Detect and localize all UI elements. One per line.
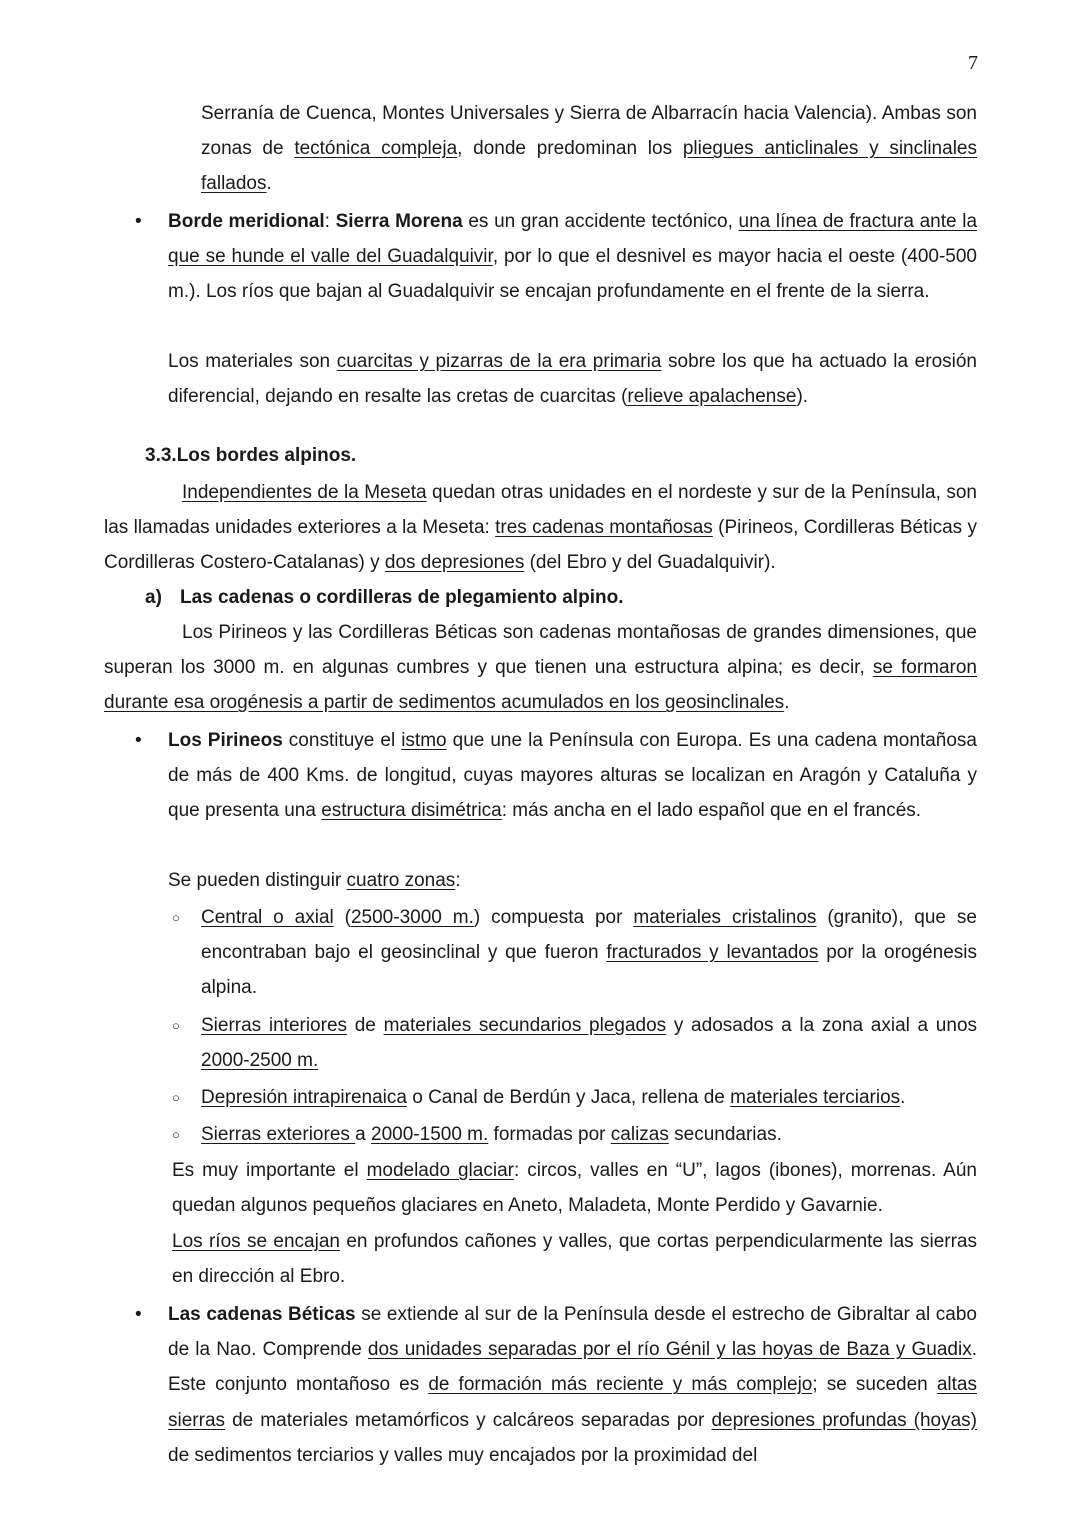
circle-bullet-icon: ○: [172, 1018, 180, 1033]
cuatro-zonas-line: Se pueden distinguir cuatro zonas:: [168, 870, 461, 891]
subheading-marker: a): [145, 587, 162, 608]
page-number: 7: [968, 52, 978, 74]
borde-meridional-paragraph: Borde meridional: Sierra Morena es un gran accidente tectónico, una línea de fractura ante la que se hunde el valle del Guadalquivir, por lo que el desnivel es mayor hacia el oeste (400-500 m.). Los ríos que bajan al Guadalquivir se encajan profundamente en el frente de la sierra.: [168, 211, 978, 303]
bullet-icon: •: [135, 211, 142, 232]
sierras-exteriores-item: Sierras exteriores a 2000-1500 m. formadas por calizas secundarias.: [201, 1124, 782, 1145]
beticas-paragraph: Las cadenas Béticas se extiende al sur de la Península desde el estrecho de Gibraltar al cabo de la Nao. Comprende dos unidades separadas por el río Génil y las hoyas de Baza y Guadix. Este conjunto montañoso es de formación más reciente y más complejo; se suceden altas sierras de materiales metamórficos y calcáreos separadas por depresiones profundas (hoyas) de sedimentos terciarios y valles muy encajados por la proximidad del: [168, 1304, 978, 1466]
circle-bullet-icon: ○: [172, 910, 180, 925]
cordilleras-paragraph: Los Pirineos y las Cordilleras Béticas son cadenas montañosas de grandes dimensiones, que superan los 3000 m. en algunas cumbres y que tienen una estructura alpina; es decir, se formaron durante esa orogénesis a partir de sedimentos acumulados en los geosinclinales.: [104, 622, 977, 714]
bordes-alpinos-paragraph: Independientes de la Meseta quedan otras unidades en el nordeste y sur de la Península, son las llamadas unidades exteriores a la Meseta: tres cadenas montañosas (Pirineos, Cordilleras Béticas y Cordilleras Costero-Catalanas) y dos depresiones (del Ebro y del Guadalquivir).: [104, 482, 977, 574]
section-heading: 3.3.Los bordes alpinos.: [145, 445, 357, 466]
bullet-icon: •: [135, 1304, 142, 1325]
depresion-intrapirenaica-item: Depresión intrapirenaica o Canal de Berdún y Jaca, rellena de materiales terciarios.: [201, 1087, 906, 1108]
intro-paragraph: Serranía de Cuenca, Montes Universales y Sierra de Albarracín hacia Valencia). Ambas son zonas de tectónica compleja, donde predominan los pliegues anticlinales y sinclinales fallados.: [201, 103, 977, 195]
bullet-icon: •: [135, 730, 142, 751]
subheading-text: Las cadenas o cordilleras de plegamiento alpino.: [180, 587, 624, 608]
circle-bullet-icon: ○: [172, 1127, 180, 1142]
circle-bullet-icon: ○: [172, 1090, 180, 1105]
modelado-glaciar-paragraph: Es muy importante el modelado glaciar: circos, valles en “U”, lagos (ibones), morrenas. Aún quedan algunos pequeños glaciares en Aneto, Maladeta, Monte Perdido y Gavarnie.: [172, 1160, 977, 1217]
sierras-interiores-item: Sierras interiores de materiales secundarios plegados y adosados a la zona axial a unos 2000-2500 m.: [201, 1015, 978, 1072]
materiales-paragraph: Los materiales son cuarcitas y pizarras de la era primaria sobre los que ha actuado la erosión diferencial, dejando en resalte las cretas de cuarcitas (relieve apalachense).: [168, 351, 977, 408]
zona-central-item: Central o axial (2500-3000 m.) compuesta por materiales cristalinos (granito), que se encontraban bajo el geosinclinal y que fueron fracturados y levantados por la orogénesis alpina.: [201, 907, 977, 999]
rios-paragraph: Los ríos se encajan en profundos cañones y valles, que cortas perpendicularmente las sierras en dirección al Ebro.: [172, 1231, 978, 1288]
pirineos-paragraph: Los Pirineos constituye el istmo que une la Península con Europa. Es una cadena montañosa de más de 400 Kms. de longitud, cuyas mayores alturas se localizan en Aragón y Cataluña y que presenta una estructura disimétrica: más ancha en el lado español que en el francés.: [168, 730, 977, 822]
